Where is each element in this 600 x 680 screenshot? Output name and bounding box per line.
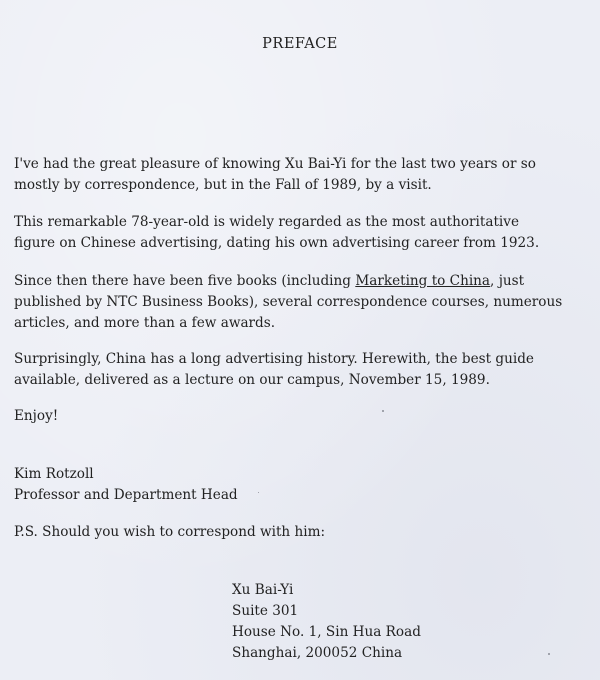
- book-title: Marketing to China: [355, 273, 491, 289]
- paper-speck: [382, 410, 384, 412]
- text-fragment: , just: [490, 273, 525, 289]
- address-street: House No. 1, Sin Hua Road: [232, 624, 421, 640]
- text-line: articles, and more than a few awards.: [14, 315, 276, 331]
- text-fragment: Since then there have been five books (including: [14, 273, 356, 289]
- signature-title: Professor and Department Head: [14, 487, 238, 503]
- paragraph-works: [14, 271, 594, 334]
- text-line: P.S. Should you wish to correspond with him:: [14, 524, 326, 540]
- address-name: Xu Bai-Yi: [232, 582, 294, 598]
- text-line: I've had the great pleasure of knowing Xu Bai-Yi for the last two years or so: [14, 156, 536, 172]
- text-line: available, delivered as a lecture on our campus, November 15, 1989.: [14, 372, 490, 388]
- page-title: PREFACE: [262, 36, 338, 52]
- signature-name: Kim Rotzoll: [14, 466, 94, 482]
- text-line: [14, 271, 594, 292]
- signature-block: [14, 464, 594, 506]
- text-line: This remarkable 78-year-old is widely regarded as the most authoritative: [14, 214, 519, 230]
- address-city: Shanghai, 200052 China: [232, 645, 403, 661]
- paper-speck: [258, 492, 259, 493]
- text-line: figure on Chinese advertising, dating his own advertising career from 1923.: [14, 235, 540, 251]
- text-line: Surprisingly, China has a long advertising history. Herewith, the best guide: [14, 351, 534, 367]
- postscript: [14, 522, 594, 543]
- text-line: published by NTC Business Books), several correspondence courses, numerous: [14, 294, 563, 310]
- mailing-address: [232, 580, 421, 664]
- paragraph-background: [14, 212, 594, 254]
- paragraph-acquaintance: [14, 154, 594, 196]
- paragraph-history: [14, 349, 594, 391]
- paragraph-closing: [14, 406, 594, 427]
- paper-speck: [548, 653, 550, 655]
- address-suite: Suite 301: [232, 603, 299, 619]
- text-line: mostly by correspondence, but in the Fall of 1989, by a visit.: [14, 177, 432, 193]
- text-line: Enjoy!: [14, 408, 59, 424]
